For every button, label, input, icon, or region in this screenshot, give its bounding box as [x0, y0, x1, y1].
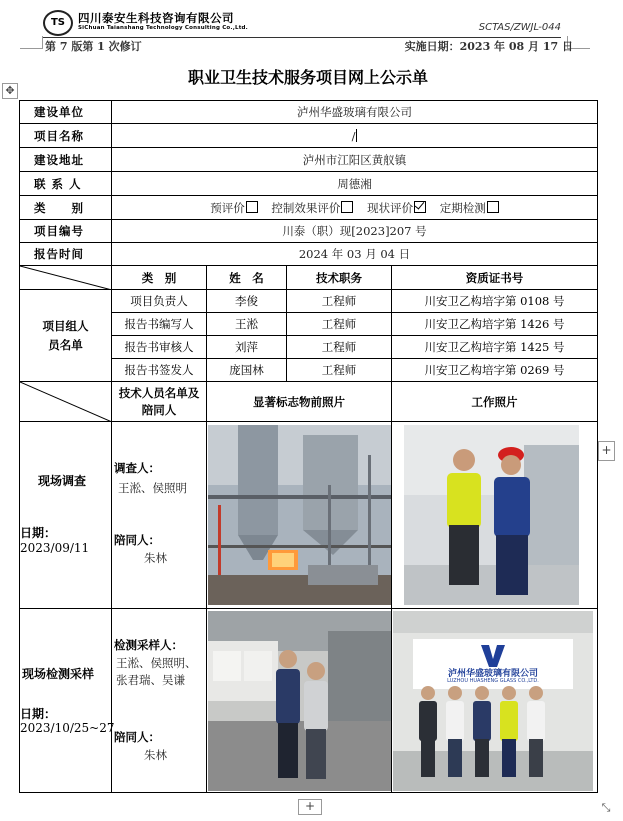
sampling-cell — [20, 609, 115, 793]
banner-company-name-en: LUZHOU HUASHENG GLASS CO.,LTD. — [447, 678, 539, 684]
survey-work-photo[interactable] — [404, 425, 579, 605]
edition-text: 第 7 版第 1 次修订 — [45, 40, 142, 53]
warehouse-image — [208, 611, 391, 791]
project-name-text: / — [351, 128, 356, 143]
survey-people-cell — [112, 422, 207, 609]
photos-diagonal-line — [20, 382, 112, 422]
team-row-role: 项目负责人 — [112, 290, 207, 313]
type-label: 类 别 — [20, 196, 112, 220]
disclosure-table — [19, 100, 598, 793]
add-column-icon[interactable]: + — [598, 441, 615, 461]
survey-landmark-photo[interactable] — [208, 425, 391, 605]
type-option-status[interactable] — [367, 201, 426, 215]
sampling-escort: 朱林 — [144, 748, 167, 762]
add-row-icon[interactable]: + — [298, 799, 322, 815]
team-row-cert: 川安卫乙构培字第 0269 号 — [392, 359, 598, 382]
company-logo: TS — [43, 10, 73, 36]
team-row-cert: 川安卫乙构培字第 1426 号 — [392, 313, 598, 336]
team-col-name: 姓 名 — [207, 266, 287, 290]
team-row-cert: 川安卫乙构培字第 0108 号 — [392, 290, 598, 313]
team-row-title: 工程师 — [287, 336, 392, 359]
type-option-control-checkbox[interactable] — [341, 201, 353, 213]
sampling-landmark-photo-cell — [207, 609, 392, 793]
type-option-periodic[interactable] — [440, 201, 499, 215]
investigator-label: 调查人： — [114, 461, 160, 475]
team-col-role: 类 别 — [112, 266, 207, 290]
report-time-value[interactable]: 2024 年 03 月 04 日 — [112, 243, 598, 266]
type-option-control[interactable] — [271, 201, 353, 215]
type-option-status-label: 现状评价 — [367, 200, 414, 215]
sampling-work-photo[interactable] — [393, 611, 593, 791]
survey-date-label: 日期： — [20, 526, 57, 540]
type-option-pre-label: 预评价 — [210, 200, 245, 215]
sampling-people-cell — [112, 609, 207, 793]
sampler-label: 检测采样人： — [114, 638, 183, 652]
team-row-name: 王淞 — [207, 313, 287, 336]
diagonal-header-cell — [20, 266, 112, 290]
team-row-title: 工程师 — [287, 313, 392, 336]
company-name: 四川泰安生科技咨询有限公司 — [78, 11, 234, 25]
work-col-header: 工作照片 — [392, 382, 598, 422]
diagonal-line — [20, 266, 112, 290]
document-code: SCTAS/ZWJL-044 — [478, 22, 561, 33]
team-group-label: 项目组人员名单 — [42, 318, 89, 352]
type-option-periodic-checkbox[interactable] — [487, 201, 499, 213]
team-row-name: 庞国林 — [207, 359, 287, 382]
team-row-role: 报告书审核人 — [112, 336, 207, 359]
team-row-cert: 川安卫乙构培字第 1425 号 — [392, 336, 598, 359]
investigators: 王淞、侯照明 — [118, 481, 187, 495]
survey-escort: 朱林 — [144, 551, 167, 565]
team-group-label-cell — [20, 290, 112, 382]
sampling-date: 2023/10/25~27 — [20, 721, 115, 735]
company-name-en: SiChuan Taianshang Technology Consulting Co.,Ltd. — [78, 25, 248, 31]
type-options — [112, 196, 598, 220]
inspectors-image — [404, 425, 579, 605]
team-row-title: 工程师 — [287, 359, 392, 382]
people-col-header-text: 技术人员名单及陪同人 — [118, 385, 200, 417]
sampling-date-label: 日期： — [20, 707, 57, 721]
group-photo-image — [393, 611, 593, 791]
type-option-control-label: 控制效果评价 — [271, 200, 341, 215]
project-name-label: 项目名称 — [20, 124, 112, 148]
margin-corner-left — [20, 36, 43, 49]
photos-diagonal-cell — [20, 382, 112, 422]
team-col-cert: 资质证书号 — [392, 266, 598, 290]
survey-title: 现场调查 — [38, 474, 87, 488]
team-row-role: 报告书编写人 — [112, 313, 207, 336]
project-name-value[interactable] — [112, 124, 598, 148]
form-title: 职业卫生技术服务项目网上公示单 — [187, 68, 428, 87]
landmark-col-header: 显著标志物前照片 — [207, 382, 392, 422]
contact-value[interactable]: 周德湘 — [112, 172, 598, 196]
address-value[interactable]: 泸州市江阳区黄舣镇 — [112, 148, 598, 172]
people-col-header — [112, 382, 207, 422]
unit-label: 建设单位 — [20, 101, 112, 124]
type-option-pre[interactable] — [210, 201, 258, 215]
samplers: 王淞、侯照明、张君瑞、吴谦 — [116, 656, 197, 687]
survey-escort-label: 陪同人： — [114, 533, 160, 547]
team-row-name: 李俊 — [207, 290, 287, 313]
team-row-title: 工程师 — [287, 290, 392, 313]
survey-date: 2023/09/11 — [20, 541, 90, 555]
survey-work-photo-cell — [392, 422, 598, 609]
unit-value[interactable]: 泸州华盛玻璃有限公司 — [112, 101, 598, 124]
survey-cell — [20, 422, 112, 609]
sampling-landmark-photo[interactable] — [208, 611, 391, 791]
report-time-label: 报告时间 — [20, 243, 112, 266]
sampling-escort-label: 陪同人： — [114, 730, 160, 744]
type-option-periodic-label: 定期检测 — [439, 200, 486, 215]
sampling-title: 现场检测采样 — [22, 667, 95, 681]
survey-landmark-photo-cell — [207, 422, 392, 609]
implementation-date: 实施日期：2023 年 08 月 17 日 — [404, 40, 573, 53]
contact-label: 联 系 人 — [20, 172, 112, 196]
type-option-pre-checkbox[interactable] — [246, 201, 258, 213]
team-col-title: 技术职务 — [287, 266, 392, 290]
type-option-status-checkbox[interactable] — [414, 201, 426, 213]
address-label: 建设地址 — [20, 148, 112, 172]
resize-icon[interactable]: ⤡ — [601, 801, 611, 814]
text-cursor — [356, 129, 357, 142]
project-no-value[interactable]: 川泰（职）现[2023]207 号 — [112, 220, 598, 243]
team-row-role: 报告书签发人 — [112, 359, 207, 382]
move-icon[interactable]: ✥ — [2, 83, 18, 99]
sampling-work-photo-cell — [392, 609, 598, 793]
team-row-name: 刘萍 — [207, 336, 287, 359]
project-no-label: 项目编号 — [20, 220, 112, 243]
factory-furnace-image — [208, 425, 391, 605]
banner-company-name: 泸州华盛玻璃有限公司 — [447, 669, 538, 679]
